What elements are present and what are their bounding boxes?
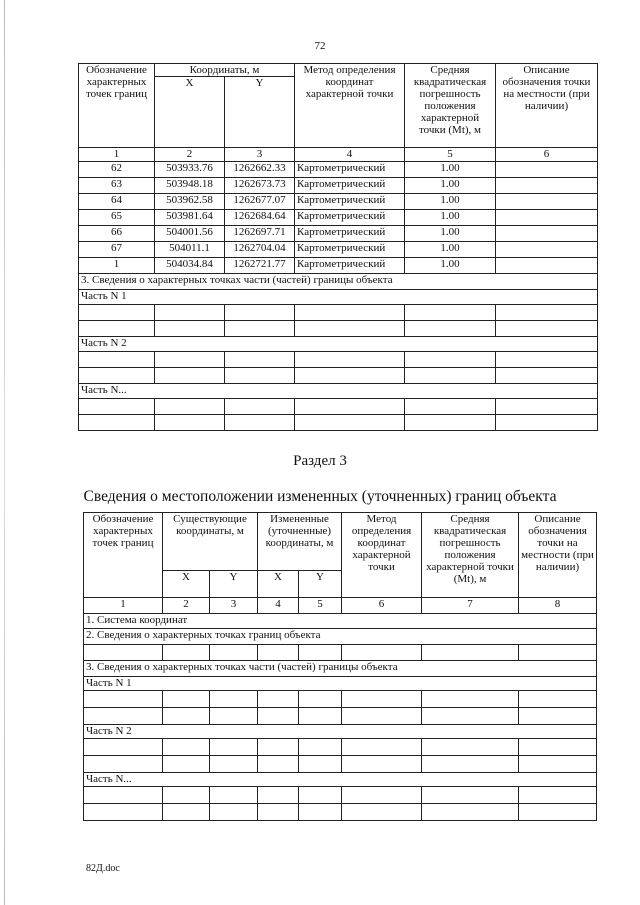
point-id: 62	[79, 162, 155, 178]
column-number-row	[79, 148, 598, 162]
part-n-label: Часть N...	[79, 384, 598, 399]
col-number: 8	[519, 598, 597, 614]
header-x: X	[155, 77, 225, 148]
empty-row	[84, 691, 597, 708]
section2-label: 2. Сведения о характерных точках границ объекта	[84, 629, 597, 645]
column-number-row	[84, 598, 597, 614]
col-number: 6	[342, 598, 422, 614]
error: 1.00	[405, 258, 496, 274]
header-description: Описание обозначения точки на местности (при наличии)	[496, 64, 598, 148]
table-row	[79, 210, 598, 226]
coord-x: 504034.84	[155, 258, 225, 274]
empty-row	[84, 645, 597, 661]
method: Картометрический	[295, 210, 405, 226]
col-number: 5	[405, 148, 496, 162]
coord-y: 1262721.77	[225, 258, 295, 274]
page-number: 72	[314, 40, 326, 52]
header-description: Описание обозначения точки на местности (при наличии)	[519, 513, 597, 598]
header-existing-coordinates: Существующие координаты, м	[163, 513, 258, 571]
coord-y: 1262704.04	[225, 242, 295, 258]
coord-y: 1262697.71	[225, 226, 295, 242]
empty-row	[79, 368, 598, 384]
coord-y: 1262684.64	[225, 210, 295, 226]
header-error: Средняя квадратическая погрешность положения характерной точки (Mt), м	[405, 64, 496, 148]
method: Картометрический	[295, 162, 405, 178]
point-id: 63	[79, 178, 155, 194]
description	[496, 258, 598, 274]
changed-boundaries-table	[83, 512, 597, 821]
coordinates-table	[78, 63, 598, 431]
header-error: Средняя квадратическая погрешность положения характерной точки (Mt), м	[422, 513, 519, 598]
col-number: 4	[295, 148, 405, 162]
header-designation: Обозначение характерных точек границ	[84, 513, 163, 598]
empty-row	[79, 399, 598, 415]
table-row	[79, 258, 598, 274]
coord-x: 503933.76	[155, 162, 225, 178]
empty-row	[79, 321, 598, 337]
col-number: 1	[79, 148, 155, 162]
description	[496, 178, 598, 194]
col-number: 2	[155, 148, 225, 162]
method: Картометрический	[295, 226, 405, 242]
empty-row	[84, 787, 597, 804]
method: Картометрический	[295, 178, 405, 194]
description	[496, 162, 598, 178]
table-row	[79, 226, 598, 242]
method: Картометрический	[295, 242, 405, 258]
error: 1.00	[405, 210, 496, 226]
empty-row	[79, 415, 598, 431]
error: 1.00	[405, 194, 496, 210]
point-id: 66	[79, 226, 155, 242]
col-number: 7	[422, 598, 519, 614]
error: 1.00	[405, 242, 496, 258]
method: Картометрический	[295, 194, 405, 210]
section3-label: 3. Сведения о характерных точках части (частей) границы объекта	[84, 661, 597, 677]
header-changed-coordinates: Измененные (уточненные) координаты, м	[258, 513, 342, 571]
coord-y: 1262673.73	[225, 178, 295, 194]
empty-row	[84, 739, 597, 756]
point-id: 64	[79, 194, 155, 210]
section3-label: 3. Сведения о характерных точках части (частей) границы объекта	[79, 274, 598, 290]
description	[496, 226, 598, 242]
section-heading: Раздел 3	[293, 453, 347, 469]
coord-y: 1262677.07	[225, 194, 295, 210]
description	[496, 242, 598, 258]
header-y: Y	[225, 77, 295, 148]
empty-row	[84, 756, 597, 773]
empty-row	[79, 352, 598, 368]
file-name-footer: 82Д.doc	[86, 863, 120, 874]
description	[496, 194, 598, 210]
part-2-label: Часть N 2	[84, 725, 597, 739]
header-method: Метод определения координат характерной точки	[295, 64, 405, 148]
col-number: 2	[163, 598, 210, 614]
table-row	[79, 178, 598, 194]
col-number: 6	[496, 148, 598, 162]
header-designation: Обозначение характерных точек границ	[79, 64, 155, 148]
coord-y: 1262662.33	[225, 162, 295, 178]
part-n-label: Часть N...	[84, 773, 597, 787]
error: 1.00	[405, 226, 496, 242]
coord-x: 504001.56	[155, 226, 225, 242]
coord-system-label: 1. Система координат	[84, 614, 597, 629]
coord-x: 503948.18	[155, 178, 225, 194]
error: 1.00	[405, 178, 496, 194]
header-coordinates: Координаты, м	[155, 64, 295, 77]
section-title: Сведения о местоположении измененных (уточненных) границ объекта	[83, 488, 557, 505]
table-row	[79, 194, 598, 210]
coord-x: 503981.64	[155, 210, 225, 226]
empty-row	[84, 804, 597, 821]
coord-x: 504011.1	[155, 242, 225, 258]
error: 1.00	[405, 162, 496, 178]
part-1-label: Часть N 1	[79, 290, 598, 305]
point-id: 1	[79, 258, 155, 274]
col-number: 3	[225, 148, 295, 162]
empty-row	[79, 305, 598, 321]
table-row	[79, 162, 598, 178]
col-number: 5	[299, 598, 342, 614]
point-id: 67	[79, 242, 155, 258]
header-y-changed: Y	[299, 571, 342, 598]
header-y-existing: Y	[210, 571, 258, 598]
header-x-existing: X	[163, 571, 210, 598]
empty-row	[84, 708, 597, 725]
description	[496, 210, 598, 226]
col-number: 3	[210, 598, 258, 614]
part-1-label: Часть N 1	[84, 677, 597, 691]
col-number: 1	[84, 598, 163, 614]
table-row	[79, 242, 598, 258]
coord-x: 503962.58	[155, 194, 225, 210]
point-id: 65	[79, 210, 155, 226]
part-2-label: Часть N 2	[79, 337, 598, 352]
col-number: 4	[258, 598, 299, 614]
method: Картометрический	[295, 258, 405, 274]
header-method: Метод определения координат характерной точки	[342, 513, 422, 598]
header-x-changed: X	[258, 571, 299, 598]
